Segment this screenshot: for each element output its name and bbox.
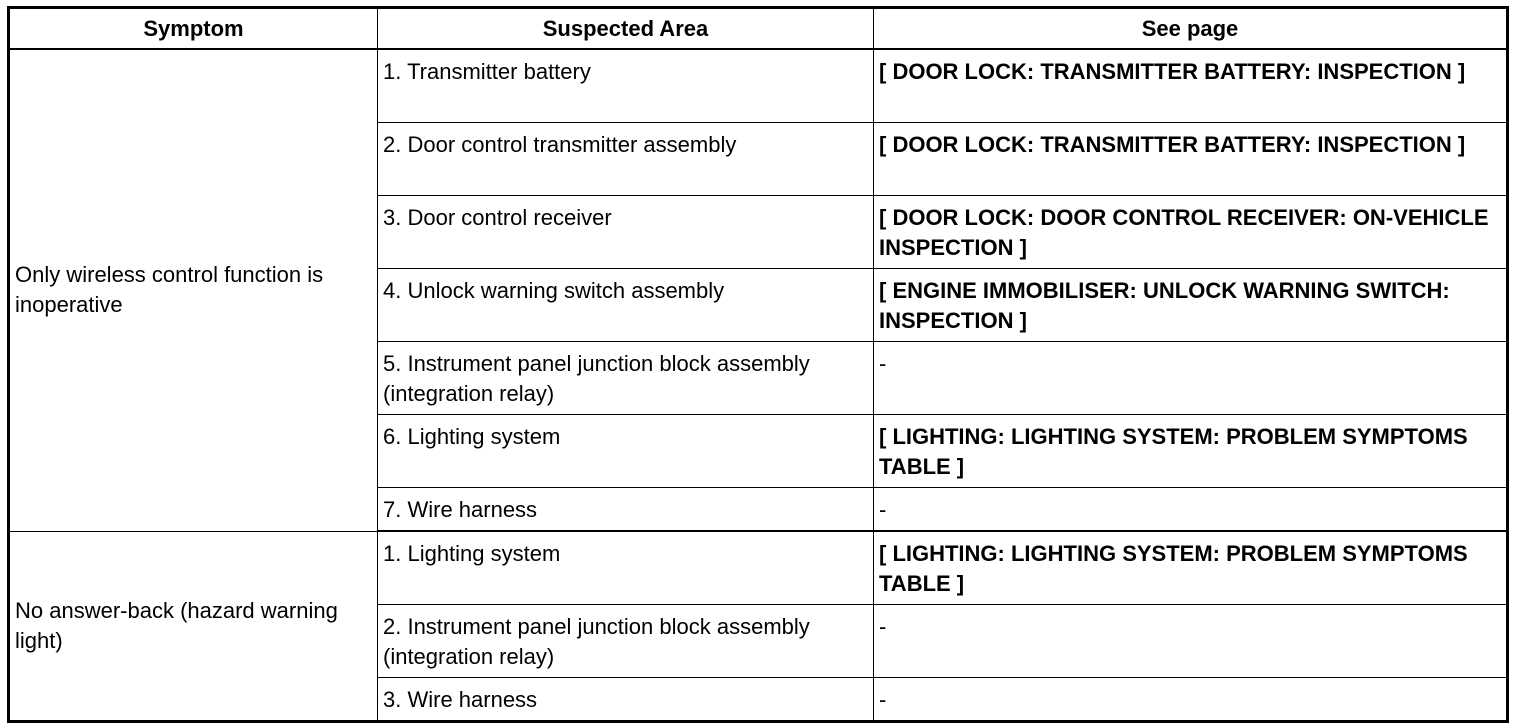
suspected-area-cell: 3. Door control receiver [378,196,874,269]
suspected-area-cell: 3. Wire harness [378,678,874,722]
header-suspected-area: Suspected Area [378,8,874,50]
suspected-area-cell: 2. Instrument panel junction block assembly (integration relay) [378,605,874,678]
suspected-area-cell: 4. Unlock warning switch assembly [378,269,874,342]
see-page-cell: - [874,342,1508,415]
see-page-cell: - [874,605,1508,678]
suspected-area-cell: 7. Wire harness [378,488,874,532]
see-page-cell: [ ENGINE IMMOBILISER: UNLOCK WARNING SWITCH: INSPECTION ] [874,269,1508,342]
suspected-area-cell: 1. Transmitter battery [378,49,874,123]
see-page-cell: [ LIGHTING: LIGHTING SYSTEM: PROBLEM SYMPTOMS TABLE ] [874,415,1508,488]
suspected-area-cell: 2. Door control transmitter assembly [378,123,874,196]
see-page-cell: [ DOOR LOCK: TRANSMITTER BATTERY: INSPECTION ] [874,49,1508,123]
see-page-cell: [ DOOR LOCK: DOOR CONTROL RECEIVER: ON-VEHICLE INSPECTION ] [874,196,1508,269]
symptom-cell: No answer-back (hazard warning light) [9,531,378,722]
header-see-page: See page [874,8,1508,50]
see-page-cell: [ LIGHTING: LIGHTING SYSTEM: PROBLEM SYMPTOMS TABLE ] [874,531,1508,605]
suspected-area-cell: 5. Instrument panel junction block assembly (integration relay) [378,342,874,415]
problem-symptoms-table [7,6,1509,723]
header-symptom: Symptom [9,8,378,50]
table-row [9,49,1508,123]
symptom-cell: Only wireless control function is inoperative [9,49,378,531]
see-page-cell: [ DOOR LOCK: TRANSMITTER BATTERY: INSPECTION ] [874,123,1508,196]
see-page-cell: - [874,678,1508,722]
header-row [9,8,1508,50]
suspected-area-cell: 1. Lighting system [378,531,874,605]
table-row [9,531,1508,605]
see-page-cell: - [874,488,1508,532]
suspected-area-cell: 6. Lighting system [378,415,874,488]
